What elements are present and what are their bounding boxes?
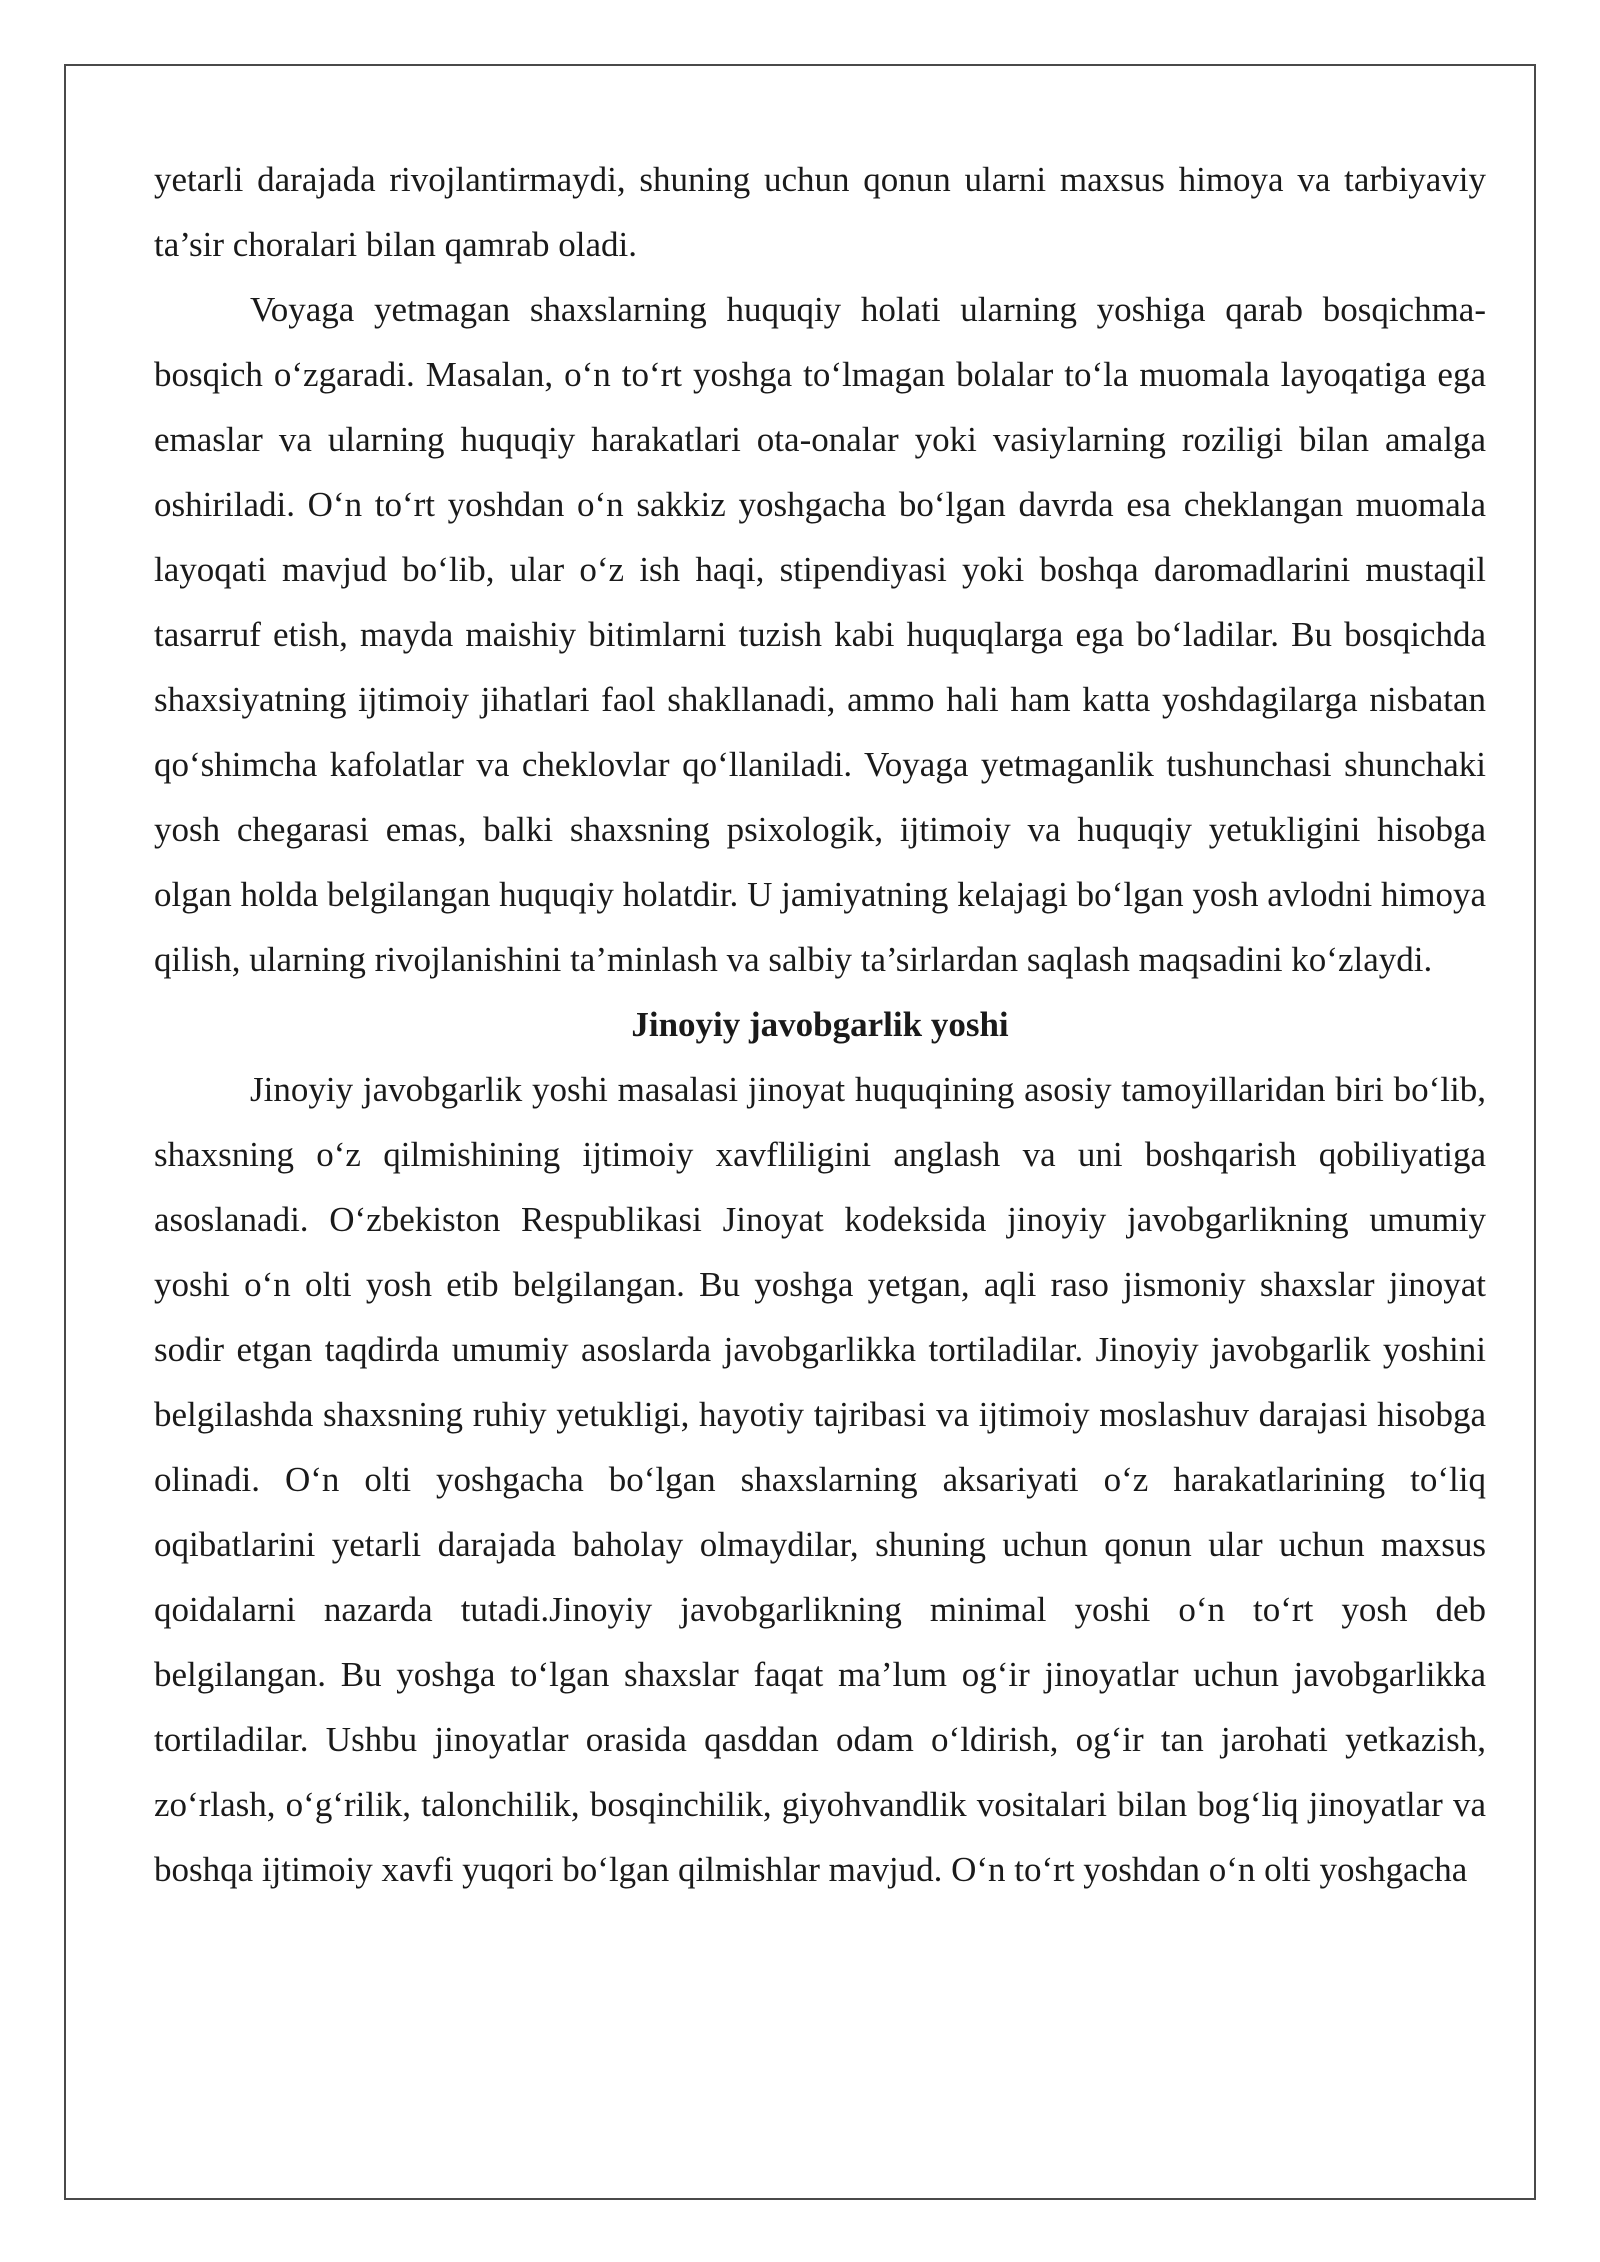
paragraph-legal-status: Voyaga yetmagan shaxslarning huquqiy holati ularning yoshiga qarab bosqichma-bosqich o‘zgaradi. Masalan, o‘n to‘rt yoshga to‘lmagan bolalar to‘la muomala layoqatiga ega emaslar va ularning huquqiy harakatlari ota-onalar yoki vasiylarning roziligi bilan amalga oshiriladi. O‘n to‘rt yoshdan o‘n sakkiz yoshgacha bo‘lgan davrda esa cheklangan muomala layoqati mavjud bo‘lib, ular o‘z ish haqi, stipendiyasi yoki boshqa daromadlarini mustaqil tasarruf etish, mayda maishiy bitimlarni tuzish kabi huquqlarga ega bo‘ladilar. Bu bosqichda shaxsiyatning ijtimoiy jihatlari faol shakllanadi, ammo hali ham katta yoshdagilarga nisbatan qo‘shimcha kafolatlar va cheklovlar qo‘llaniladi. Voyaga yetmaganlik tushunchasi shunchaki yosh chegarasi emas, balki shaxsning psixologik, ijtimoiy va huquqiy yetukligini hisobga olgan holda belgilangan huquqiy holatdir. U jamiyatning kelajagi bo‘lgan yosh avlodni himoya qilish, ularning rivojlanishini ta’minlash va salbiy ta’sirlardan saqlash maqsadini ko‘zlaydi. xyxy=(154,290,1486,979)
paragraph-continuation: yetarli darajada rivojlantirmaydi, shuning uchun qonun ularni maxsus himoya va tarbiyaviy ta’sir choralari bilan qamrab oladi. xyxy=(154,160,1486,264)
document-body xyxy=(154,147,1486,1902)
section-heading: Jinoyiy javobgarlik yoshi xyxy=(631,1005,1009,1044)
paragraph-criminal-age: Jinoyiy javobgarlik yoshi masalasi jinoyat huquqining asosiy tamoyillaridan biri bo‘lib, shaxsning o‘z qilmishining ijtimoiy xavfliligini anglash va uni boshqarish qobiliyatiga asoslanadi. O‘zbekiston Respublikasi Jinoyat kodeksida jinoyiy javobgarlikning umumiy yoshi o‘n olti yosh etib belgilangan. Bu yoshga yetgan, aqli raso jismoniy shaxslar jinoyat sodir etgan taqdirda umumiy asoslarda javobgarlikka tortiladilar. Jinoyiy javobgarlik yoshini belgilashda shaxsning ruhiy yetukligi, hayotiy tajribasi va ijtimoiy moslashuv darajasi hisobga olinadi. O‘n olti yoshgacha bo‘lgan shaxslarning aksariyati o‘z harakatlarining to‘liq oqibatlarini yetarli darajada baholay olmaydilar, shuning uchun qonun ular uchun maxsus qoidalarni nazarda tutadi.Jinoyiy javobgarlikning minimal yoshi o‘n to‘rt yosh deb belgilangan. Bu yoshga to‘lgan shaxslar faqat ma’lum og‘ir jinoyatlar uchun javobgarlikka tortiladilar. Ushbu jinoyatlar orasida qasddan odam o‘ldirish, og‘ir tan jarohati yetkazish, zo‘rlash, o‘g‘rilik, talonchilik, bosqinchilik, giyohvandlik vositalari bilan bog‘liq jinoyatlar va boshqa ijtimoiy xavfi yuqori bo‘lgan qilmishlar mavjud. O‘n to‘rt yoshdan o‘n olti yoshgacha xyxy=(154,1070,1486,1889)
